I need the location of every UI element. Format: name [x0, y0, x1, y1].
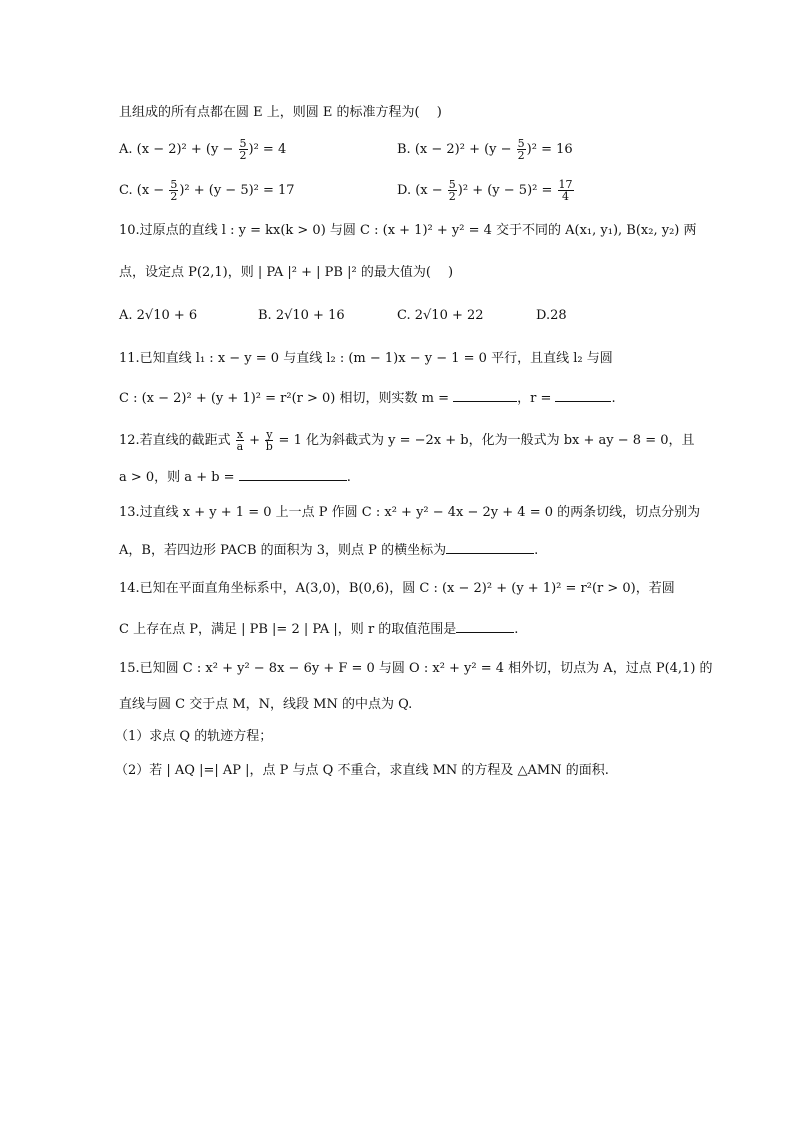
q10-option-b[interactable]: B. 2√10 + 16: [258, 308, 345, 323]
q14-stem-line1: 14.已知在平面直角坐标系中，A(3,0)，B(0,6)，圆 C : (x − 2)² + (y + 1)² = r²(r > 0)，若圆: [119, 581, 675, 596]
fraction: $\frac{5}{2}$: [239, 137, 247, 162]
answer-blank[interactable]: [239, 468, 347, 481]
fraction: $\frac{y}{b}$: [265, 428, 273, 453]
fraction: $\frac{5}{2}$: [517, 137, 525, 162]
q10-option-d[interactable]: D.28: [536, 308, 567, 323]
fraction: $\frac{x}{a}$: [236, 428, 244, 453]
q13-stem-line1: 13.过直线 x + y + 1 = 0 上一点 P 作圆 C : x² + y² − 4x − 2y + 4 = 0 的两条切线，切点分别为: [119, 505, 701, 520]
q15-part2: （2）若 | AQ |=| AP |，点 P 与点 Q 不重合，求直线 MN 的方程及 △AMN 的面积.: [115, 763, 609, 778]
q10-stem-line1: 10.过原点的直线 l : y = kx(k > 0) 与圆 C : (x + 1)² + y² = 4 交于不同的 A(x₁, y₁), B(x₂, y₂) 两: [119, 223, 697, 238]
fraction: $\frac{5}{2}$: [448, 178, 456, 203]
fraction: $\frac{5}{2}$: [170, 178, 178, 203]
q13-stem-line2: A，B，若四边形 PACB 的面积为 3，则点 P 的横坐标为 .: [119, 543, 539, 558]
q15-part1: （1）求点 Q 的轨迹方程；: [115, 729, 273, 744]
q9-option-d[interactable]: D. (x − $\frac{5}{2}$ )² + (y − 5)² = $\frac{17}{4}$: [397, 178, 573, 203]
q15-stem-line2: 直线与圆 C 交于点 M，N，线段 MN 的中点为 Q.: [119, 697, 413, 712]
answer-blank[interactable]: [446, 541, 534, 554]
answer-blank-r[interactable]: [555, 389, 611, 402]
q12-stem-line1: 12.若直线的截距式 $\frac{x}{a}$ + $\frac{y}{b}$ = 1 化为斜截式为 y = −2x + b，化为一般式为 bx + ay − 8 = 0，且: [119, 428, 695, 453]
answer-blank[interactable]: [456, 620, 514, 633]
q10-option-c[interactable]: C. 2√10 + 22: [397, 308, 484, 323]
q15-stem-line1: 15.已知圆 C : x² + y² − 8x − 6y + F = 0 与圆 O : x² + y² = 4 相外切，切点为 A，过点 P(4,1) 的: [119, 661, 713, 676]
q9-stem-tail: 且组成的所有点都在圆 E 上，则圆 E 的标准方程为( ): [119, 105, 442, 120]
fraction: $\frac{17}{4}$: [558, 178, 573, 203]
q9-option-c[interactable]: C. (x − $\frac{5}{2}$ )² + (y − 5)² = 17: [119, 178, 295, 203]
q9-option-b[interactable]: B. (x − 2)² + (y − $\frac{5}{2}$ )² = 16: [397, 137, 573, 162]
q10-stem-line2: 点，设定点 P(2,1)，则 | PA |² + | PB |² 的最大值为( ): [119, 265, 454, 280]
q14-stem-line2: C 上存在点 P，满足 | PB |= 2 | PA |，则 r 的取值范围是 .: [119, 622, 519, 637]
q11-stem-line2: C : (x − 2)² + (y + 1)² = r²(r > 0) 相切，则实数 m = ，r = .: [119, 391, 616, 406]
q9-option-a[interactable]: A. (x − 2)² + (y − $\frac{5}{2}$ )² = 4: [119, 137, 287, 162]
q12-stem-line2: a > 0，则 a + b = .: [119, 470, 351, 485]
answer-blank-m[interactable]: [453, 389, 517, 402]
q10-option-a[interactable]: A. 2√10 + 6: [119, 308, 198, 323]
q11-stem-line1: 11.已知直线 l₁ : x − y = 0 与直线 l₂ : (m − 1)x − y − 1 = 0 平行，且直线 l₂ 与圆: [119, 351, 613, 366]
